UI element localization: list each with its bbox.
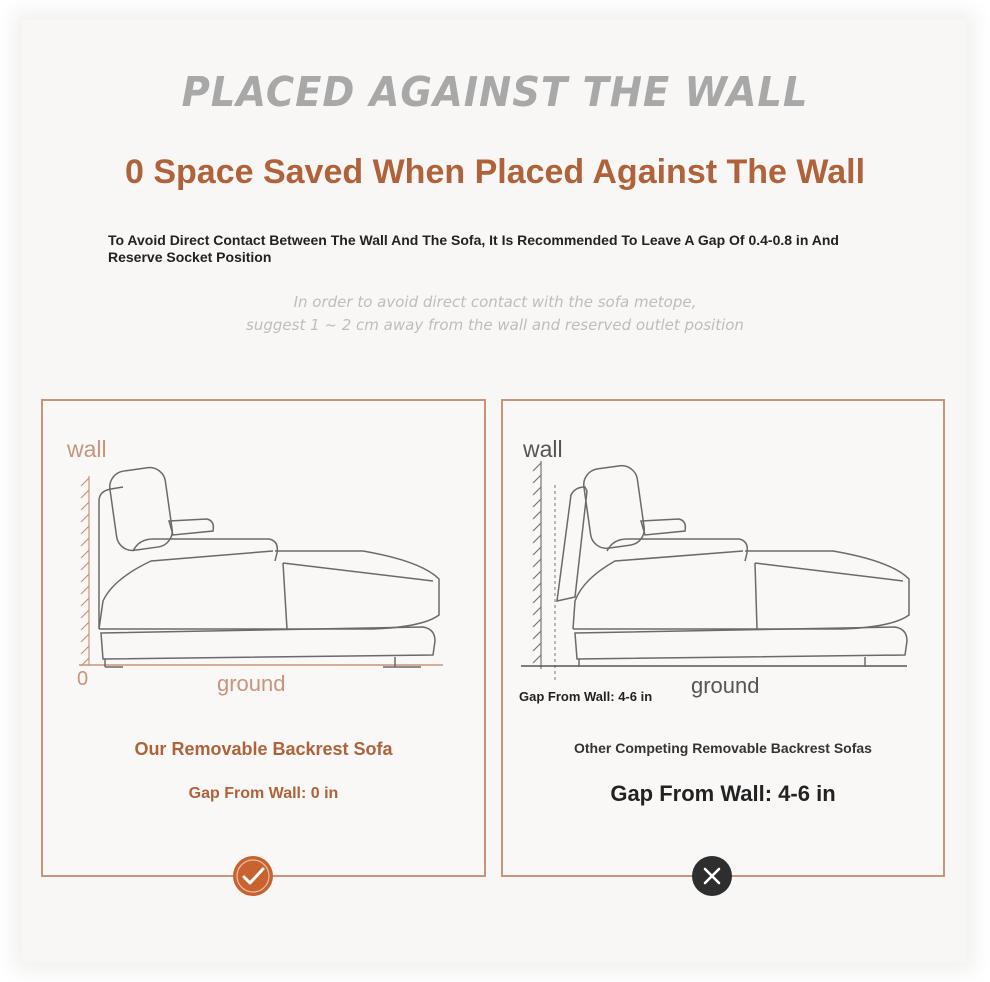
wall-label: wall bbox=[67, 436, 107, 462]
gap-from-wall-text: Gap From Wall: 4-6 in bbox=[610, 781, 836, 806]
recommendation-text: To Avoid Direct Contact Between The Wall And The Sofa, It Is Recommended To Leave A Gap Of 0.4-0.8 in And Reserve Socket Position bbox=[108, 232, 839, 265]
panel-caption: Other Competing Removable Backrest Sofas bbox=[574, 740, 872, 756]
note-line-2: suggest 1 ~ 2 cm away from the wall and reserved outlet position bbox=[246, 316, 744, 334]
wall-hatch bbox=[81, 476, 89, 666]
zero-label: 0 bbox=[77, 668, 89, 690]
comparison-panel-competitor bbox=[501, 399, 945, 877]
x-icon bbox=[692, 856, 732, 896]
sofa-illustration bbox=[557, 464, 909, 667]
wall-label: wall bbox=[523, 436, 563, 462]
note-line-1: In order to avoid direct contact with the sofa metope, bbox=[293, 293, 697, 311]
page-title: PLACED AGAINST THE WALL bbox=[181, 68, 809, 116]
sofa-illustration bbox=[99, 465, 439, 667]
ground-label: ground bbox=[217, 671, 286, 696]
comparison-panel-ours bbox=[41, 399, 486, 877]
check-icon bbox=[233, 856, 273, 896]
wall-hatch bbox=[533, 461, 541, 669]
sofa-diagram-ours bbox=[43, 401, 484, 875]
gap-annotation: Gap From Wall: 4-6 in bbox=[519, 689, 653, 704]
headline: 0 Space Saved When Placed Against The Wall bbox=[124, 153, 866, 191]
panel-caption: Our Removable Backrest Sofa bbox=[134, 739, 393, 759]
gap-from-wall-text: Gap From Wall: 0 in bbox=[188, 785, 339, 802]
ground-label: ground bbox=[691, 673, 760, 698]
